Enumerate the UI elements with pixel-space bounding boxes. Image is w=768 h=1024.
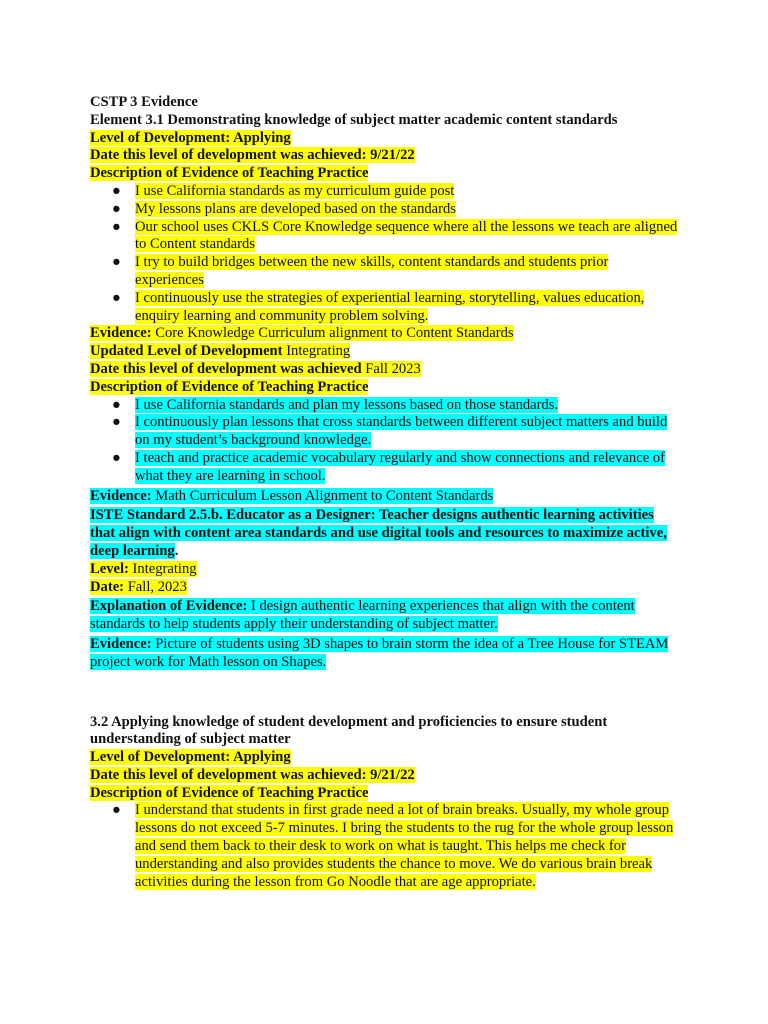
list-item: ● I continuously plan lessons that cross standards between different subject matters and build on my student’s background knowledge. xyxy=(112,414,668,449)
list-item: ● I continuously use the strategies of experiential learning, storytelling, values education, enquiry learning and community problem solving. xyxy=(112,289,645,324)
iste-evidence: Evidence: Picture of students using 3D shapes to brain storm the idea of a Tree House for STEAM project work for Math lesson on Shapes. xyxy=(90,635,669,670)
list-item: ● I teach and practice academic vocabulary regularly and show connections and relevance of what they are learning in school. xyxy=(112,449,665,484)
level-of-development: Level of Development: Applying xyxy=(90,129,291,146)
bullet-icon: ● xyxy=(112,396,121,413)
list-item: ● My lessons plans are developed based on the standards xyxy=(112,200,456,217)
description-label-2: Description of Evidence of Teaching Practice xyxy=(90,378,369,395)
list-item: ● Our school uses CKLS Core Knowledge sequence where all the lessons we teach are aligned to Content standards xyxy=(112,218,678,253)
bullet-icon: ● xyxy=(112,802,121,819)
level-of-development-3-2: Level of Development: Applying xyxy=(90,749,291,766)
list-item: ● I use California standards and plan my lessons based on those standards. xyxy=(112,396,559,413)
iste-explanation: Explanation of Evidence: I design authentic learning experiences that align with the content standards to help students apply their understanding of subject matter. xyxy=(90,598,635,633)
document-body xyxy=(90,94,680,891)
teaching-practice-list xyxy=(90,183,680,325)
iste-level: Level: Integrating xyxy=(90,560,197,577)
description-label: Description of Evidence of Teaching Practice xyxy=(90,165,369,182)
date-achieved-3-2: Date this level of development was achieved: 9/21/22 xyxy=(90,766,415,783)
bullet-icon: ● xyxy=(112,414,121,431)
iste-standard-heading: ISTE Standard 2.5.b. Educator as a Designer: Teacher designs authentic learning activities that align with content area standards and use digital tools and resources to maximize active, deep learning. xyxy=(90,507,667,559)
section-spacer xyxy=(90,672,680,714)
bullet-icon: ● xyxy=(112,182,121,199)
bullet-icon: ● xyxy=(112,254,121,271)
evidence-line-2: Evidence: Math Curriculum Lesson Alignment to Content Standards xyxy=(90,487,494,504)
updated-date-line: Date this level of development was achieved Fall 2023 xyxy=(90,360,421,377)
element-3-2-heading: 3.2 Applying knowledge of student development and proficiencies to ensure student understanding of subject matter xyxy=(90,713,608,748)
list-item: ● I understand that students in first grade need a lot of brain breaks. Usually, my whole group lessons do not exceed 5-7 minutes. I bring the students to the rug for the whole group lesson and send them back to their desk to work on what is taught. This helps me check for understanding and also provides students the chance to move. We do various brain break activities during the lesson from Go Noodle that are age appropriate. xyxy=(112,802,674,890)
bullet-icon: ● xyxy=(112,449,121,466)
iste-date: Date: Fall, 2023 xyxy=(90,578,187,595)
list-item: ● I use California standards as my curriculum guide post xyxy=(112,182,455,199)
bullet-icon: ● xyxy=(112,289,121,306)
teaching-practice-list-3-2 xyxy=(90,802,680,891)
list-item: ● I try to build bridges between the new skills, content standards and students prior experiences xyxy=(112,254,609,288)
description-label-3-2: Description of Evidence of Teaching Practice xyxy=(90,784,369,801)
updated-practice-list xyxy=(90,397,680,486)
bullet-icon: ● xyxy=(112,218,121,235)
evidence-line: Evidence: Core Knowledge Curriculum alignment to Content Standards xyxy=(90,325,514,342)
document-title: CSTP 3 Evidence xyxy=(90,94,198,110)
bullet-icon: ● xyxy=(112,200,121,217)
date-achieved: Date this level of development was achieved: 9/21/22 xyxy=(90,147,415,164)
updated-level-line: Updated Level of Development Integrating xyxy=(90,343,351,360)
element-3-1-heading: Element 3.1 Demonstrating knowledge of subject matter academic content standards xyxy=(90,111,618,128)
